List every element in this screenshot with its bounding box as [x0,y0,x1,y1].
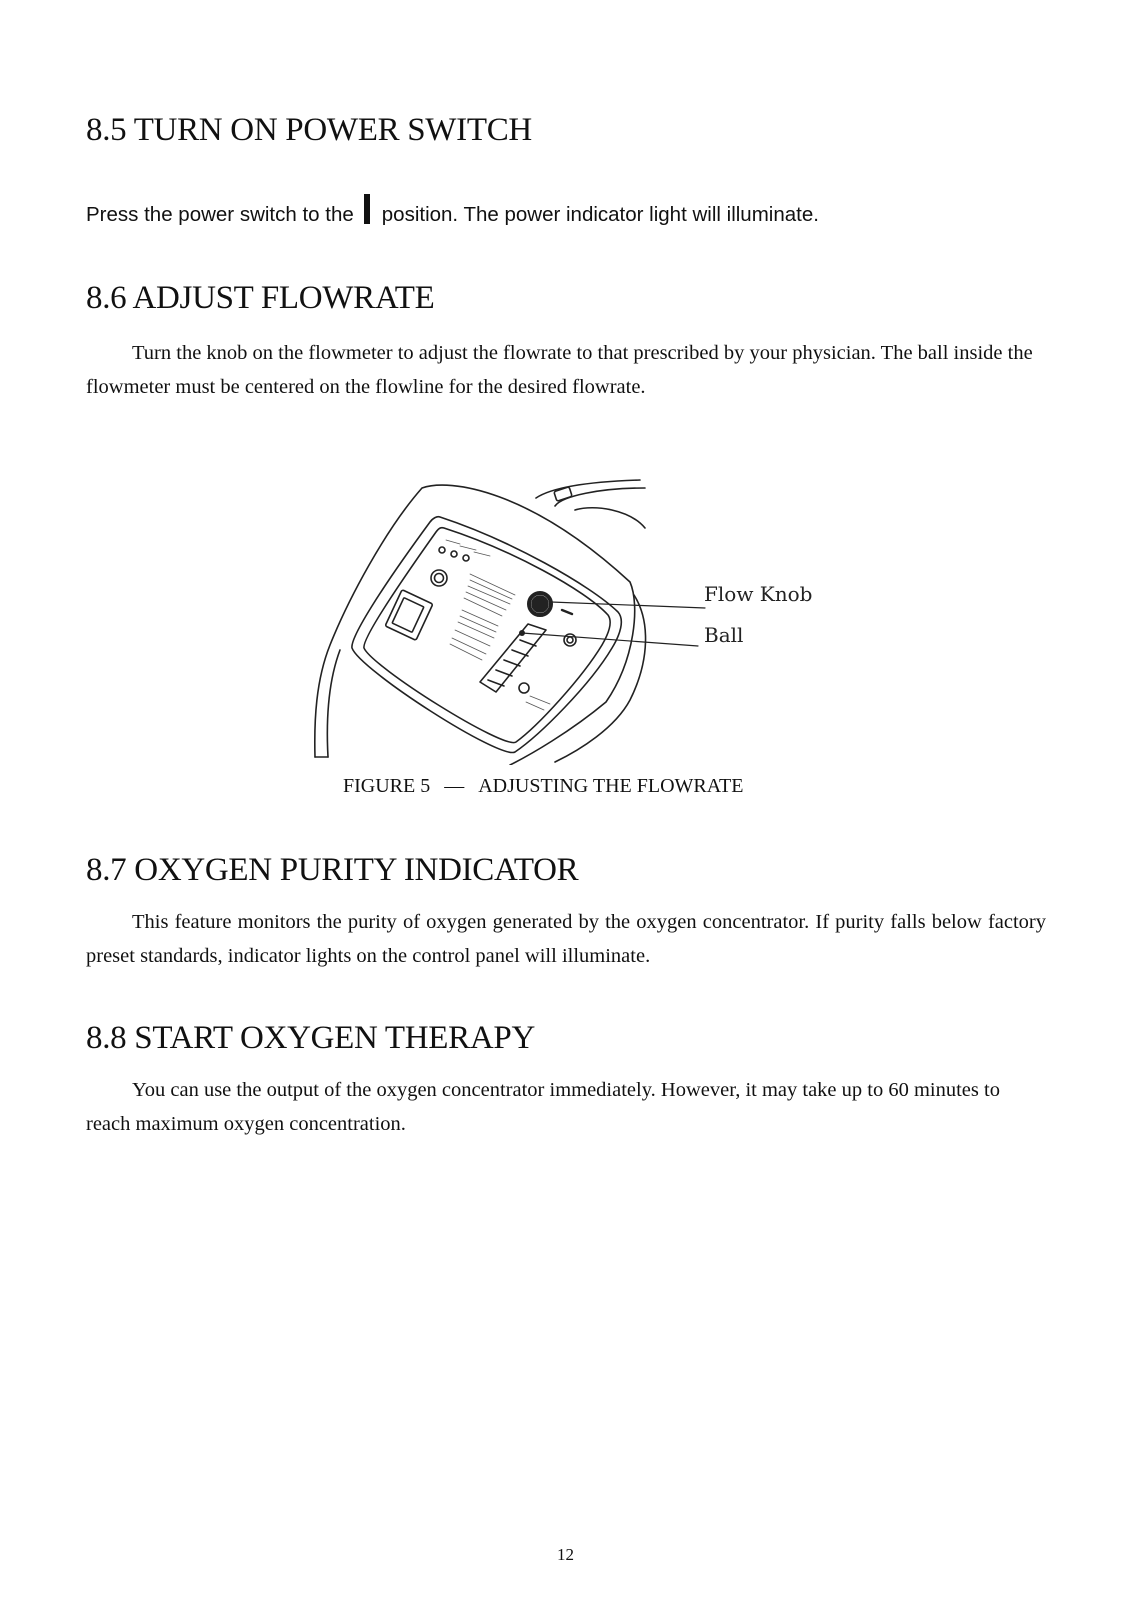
power-on-symbol-icon [364,194,370,224]
power-instruction-end: position. The power indicator light will illuminate. [381,203,819,226]
power-instruction-start: Press the power switch to the [86,203,354,226]
section-heading-8-6: 8.6 ADJUST FLOWRATE [86,280,435,316]
section-8-8-body [86,1073,1006,1141]
section-8-7-text: This feature monitors the purity of oxygen generated by the oxygen concentrator. If purity falls below factory preset standards, indicator lights on the control panel will illuminate. [86,911,1046,967]
figure-caption [343,775,743,798]
section-heading-8-8: 8.8 START OXYGEN THERAPY [86,1020,535,1056]
section-8-5-text [86,194,819,227]
flow-knob-label: Flow Knob [704,582,813,606]
flowmeter-figure [300,470,820,765]
ball-label: Ball [704,623,744,647]
section-8-6-body [86,336,1046,404]
section-8-7-body [86,905,1046,973]
section-8-6-text: Turn the knob on the flowmeter to adjust the flowrate to that prescribed by your physician. The ball inside the flowmeter must be centered on the flowline for the desired flowrate. [86,342,1033,398]
figure-caption-title: ADJUSTING THE FLOWRATE [478,775,744,797]
figure-caption-number: FIGURE 5 [343,775,431,797]
page-number: 12 [557,1545,574,1564]
section-heading-8-5: 8.5 TURN ON POWER SWITCH [86,112,532,148]
figure-caption-dash: — [444,775,465,797]
section-heading-8-7: 8.7 OXYGEN PURITY INDICATOR [86,852,579,888]
section-8-8-text: You can use the output of the oxygen concentrator immediately. However, it may take up to 60 minutes to reach maximum oxygen concentration. [86,1079,1000,1135]
